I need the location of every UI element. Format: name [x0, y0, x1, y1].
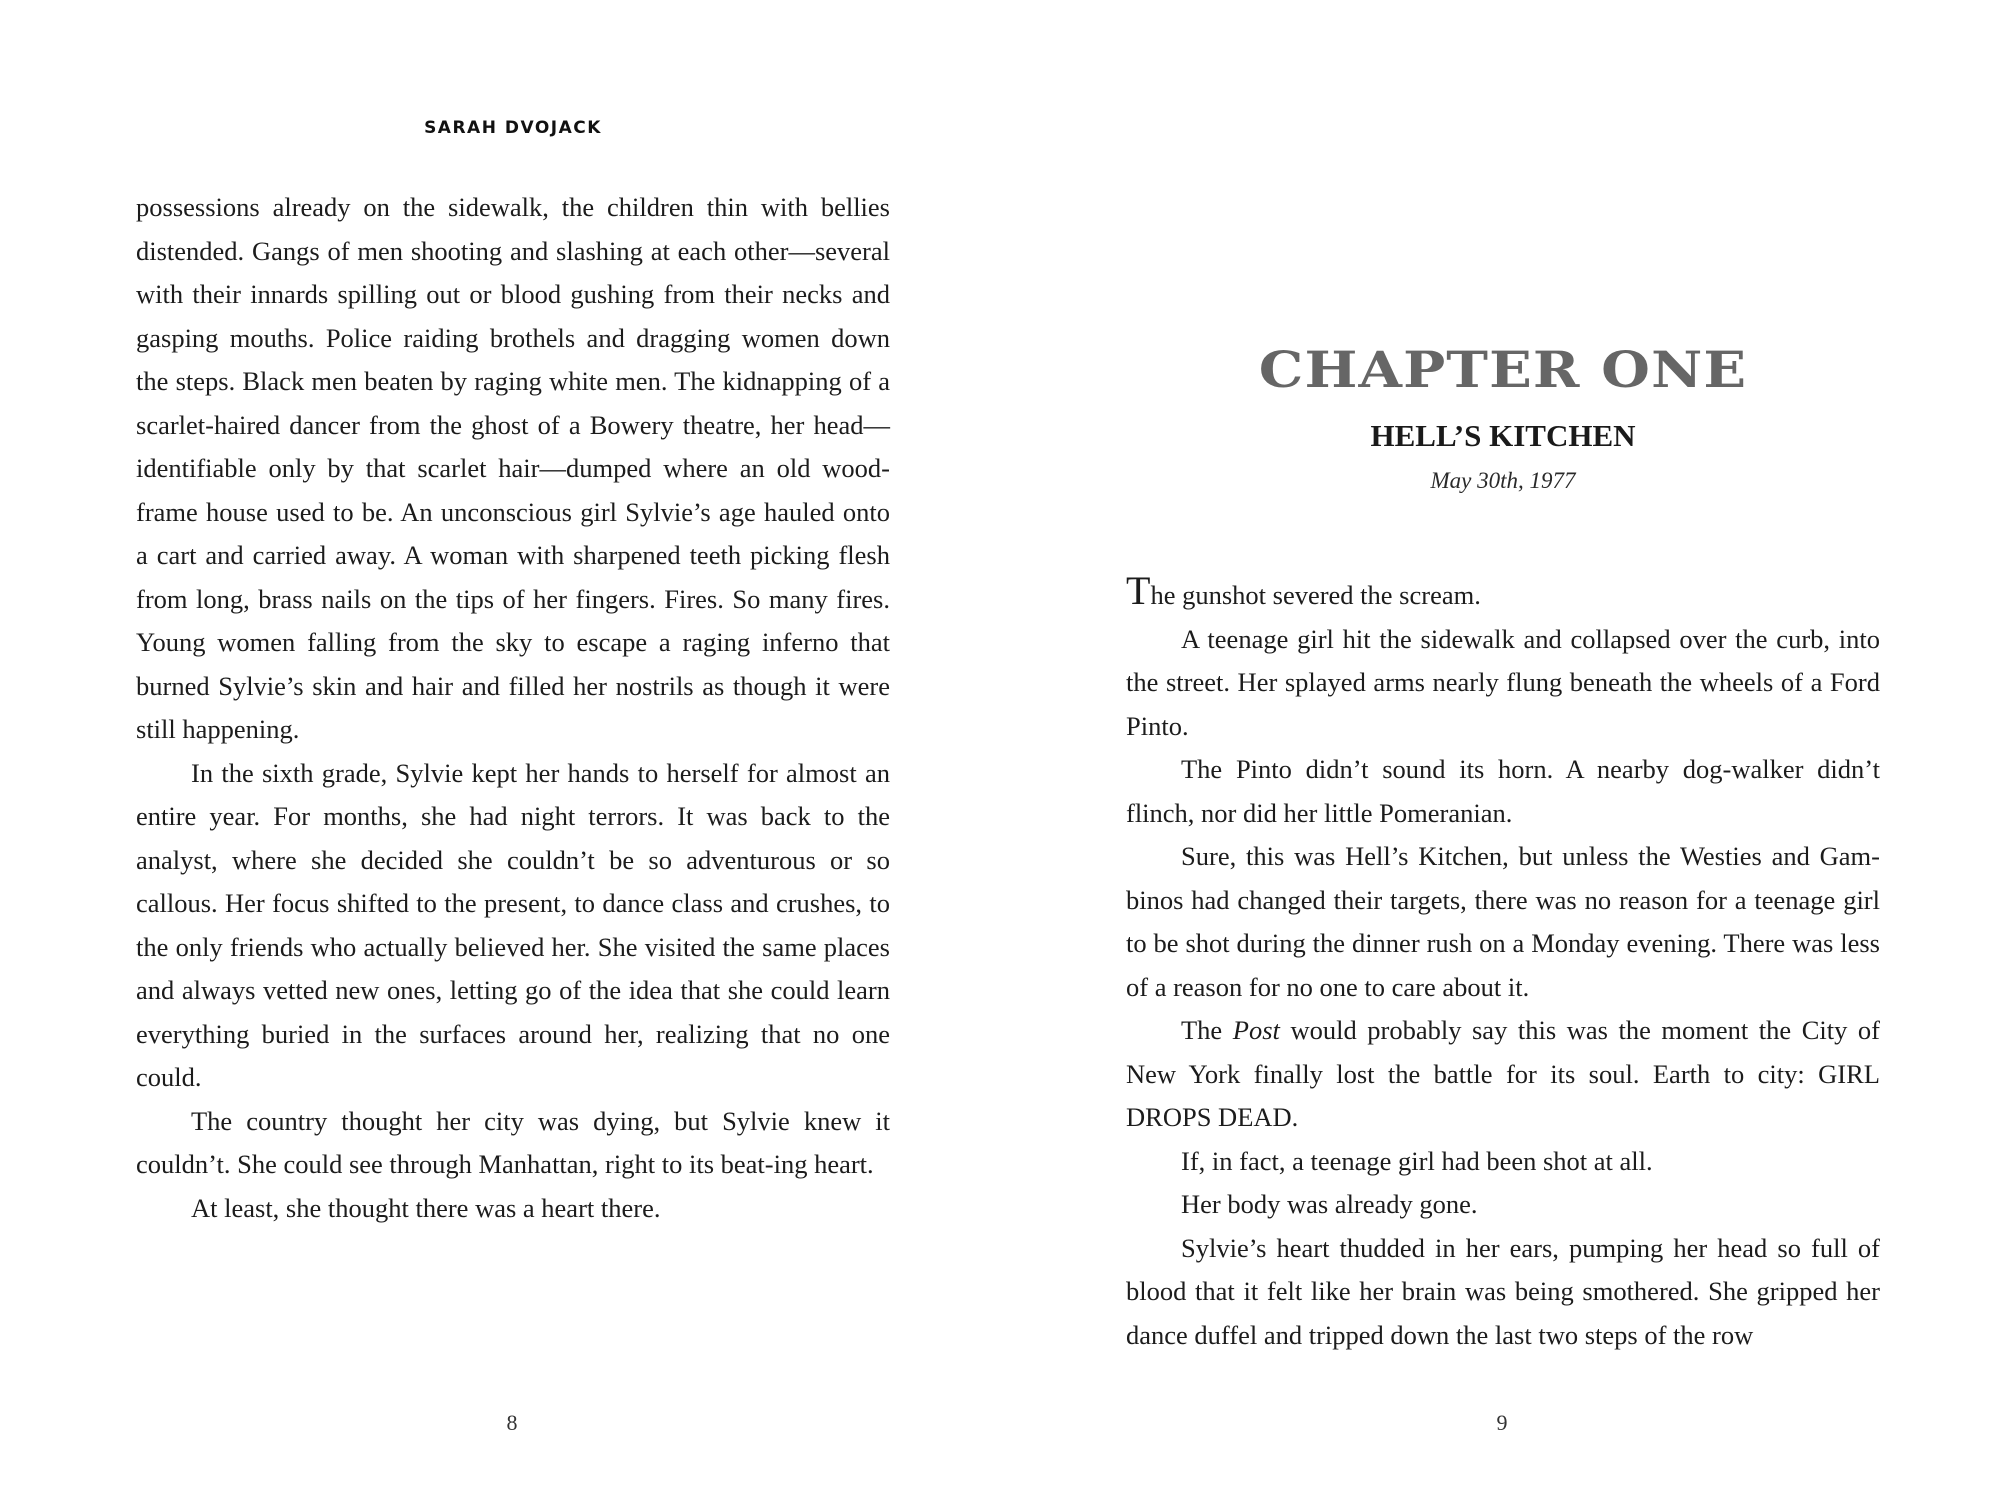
drop-cap: T — [1126, 568, 1151, 613]
opening-text: he gunshot severed the scream. — [1150, 580, 1481, 610]
paragraph: Her body was already gone. — [1181, 1189, 1478, 1219]
paragraph: The Pinto didn’t sound its horn. A nearby dog-walker didn’t flinch, nor did her little Pomeranian. — [1126, 754, 1880, 828]
chapter-subtitle: HELL’S KITCHEN — [1370, 418, 1636, 453]
opening-paragraph — [1126, 568, 1880, 618]
post-suffix: would probably say this was the moment the City of New York finally lost the battle for its soul. Earth to city: GIRL DROPS DEAD. — [1126, 1015, 1880, 1132]
paragraph: Sylvie’s heart thudded in her ears, pumping her head so full of blood that it felt like her brain was being smothered. She gripped her dance duffel and tripped down the last two steps of the row — [1126, 1232, 1880, 1350]
right-page-body — [1126, 568, 1880, 1357]
chapter-date: May 30th, 1977 — [1430, 468, 1576, 493]
post-prefix: The — [1181, 1015, 1233, 1045]
paragraph: In the sixth grade, Sylvie kept her hands to herself for almost an entire year. For months, she had night terrors. It was back to the analyst, where she decided she couldn’t be so adventurous or so callous. Her focus shifted to the present, to dance class and crushes, to the only friends who actually believed her. She visited the same places and always vetted new ones, letting go of the idea that she could learn everything buried in the surfaces around her, realizing that no one could. — [136, 757, 890, 1092]
paragraph: At least, she thought there was a heart there. — [191, 1192, 661, 1223]
page-number: 8 — [506, 1410, 518, 1435]
post-title-italic: Post — [1232, 1015, 1280, 1045]
paragraph: Sure, this was Hell’s Kitchen, but unless the Westies and Gam-binos had changed their targets, there was no reason for a teenage girl to be shot during the dinner rush on a Monday evening. There was less of a reason for no one to care about it. — [1126, 841, 1880, 1002]
right-page — [1000, 0, 2000, 1500]
paragraph: The country thought her city was dying, but Sylvie knew it couldn’t. She could see through Manhattan, right to its beat-ing heart. — [136, 1105, 890, 1179]
page-number: 9 — [1496, 1410, 1508, 1435]
paragraph: A teenage girl hit the sidewalk and collapsed over the curb, into the street. Her splayed arms nearly flung beneath the wheels of a Ford Pinto. — [1126, 623, 1880, 741]
paragraph-post — [1126, 1009, 1880, 1140]
paragraph: possessions already on the sidewalk, the children thin with bellies distended. Gangs of men shooting and slashing at each other—several with their innards spilling out or blood gushing from their necks and gasping mouths. Police raiding brothels and dragging women down the steps. Black men beaten by raging white men. The kidnapping of a scarlet-haired dancer from the ghost of a Bowery theatre, her head—identifiable only by that scarlet hair—dumped where an old wood-frame house used to be. An unconscious girl Sylvie’s age hauled onto a cart and carried away. A woman with sharpened teeth picking flesh from long, brass nails on the tips of her fingers. Fires. So many fires. Young women falling from the sky to escape a raging inferno that burned Sylvie’s skin and hair and filled her nostrils as though it were still happening. — [136, 192, 890, 744]
chapter-title: CHAPTER ONE — [1258, 340, 1748, 399]
left-page-body — [136, 186, 890, 1230]
running-head-author: SARAH DVOJACK — [424, 118, 602, 138]
paragraph: If, in fact, a teenage girl had been shot at all. — [1181, 1145, 1653, 1176]
